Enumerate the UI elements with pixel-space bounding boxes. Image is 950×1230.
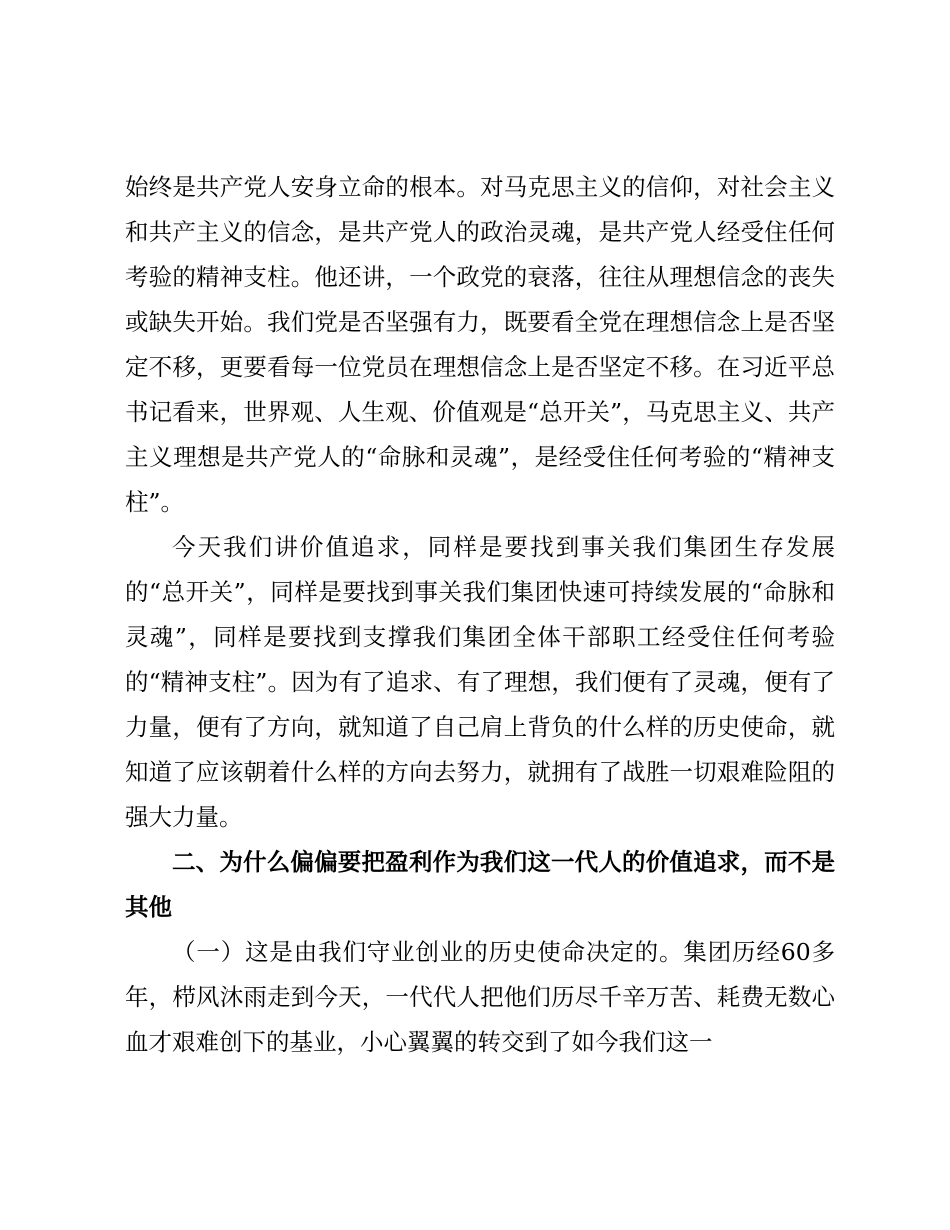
body-paragraph: 今天我们讲价值追求，同样是要找到事关我们集团生存发展的“总开关”，同样是要找到事关我们集团快速可持续发展的“命脉和灵魂”，同样是要找到支撑我们集团全体干部职工经受住任何考验的“精神支柱”。因为有了追求、有了理想，我们便有了灵魂，便有了力量，便有了方向，就知道了自己肩上背负的什么样的历史使命，就知道了应该朝着什么样的方向去努力，就拥有了战胜一切艰难险阻的强大力量。 bbox=[125, 533, 835, 831]
document-page bbox=[125, 165, 835, 1065]
body-paragraph: 始终是共产党人安身立命的根本。对马克思主义的信仰，对社会主义和共产主义的信念，是共产党人的政治灵魂，是共产党人经受住任何考验的精神支柱。他还讲，一个政党的衰落，往往从理想信念的丧失或缺失开始。我们党是否坚强有力，既要看全党在理想信念上是否坚定不移，更要看每一位党员在理想信念上是否坚定不移。在习近平总书记看来，世界观、人生观、价值观是“总开关”，马克思主义、共产主义理想是共产党人的“命脉和灵魂”，是经受住任何考验的“精神支柱”。 bbox=[125, 173, 835, 516]
subsection-paragraph: （一）这是由我们守业创业的历史使命决定的。集团历经60多年，栉风沐雨走到今天，一代代人把他们历尽千辛万苦、耗费无数心血才艰难创下的基业，小心翼翼的转交到了如今我们这一 bbox=[125, 938, 835, 1056]
section-heading: 二、为什么偏偏要把盈利作为我们这一代人的价值追求，而不是其他 bbox=[125, 848, 835, 921]
